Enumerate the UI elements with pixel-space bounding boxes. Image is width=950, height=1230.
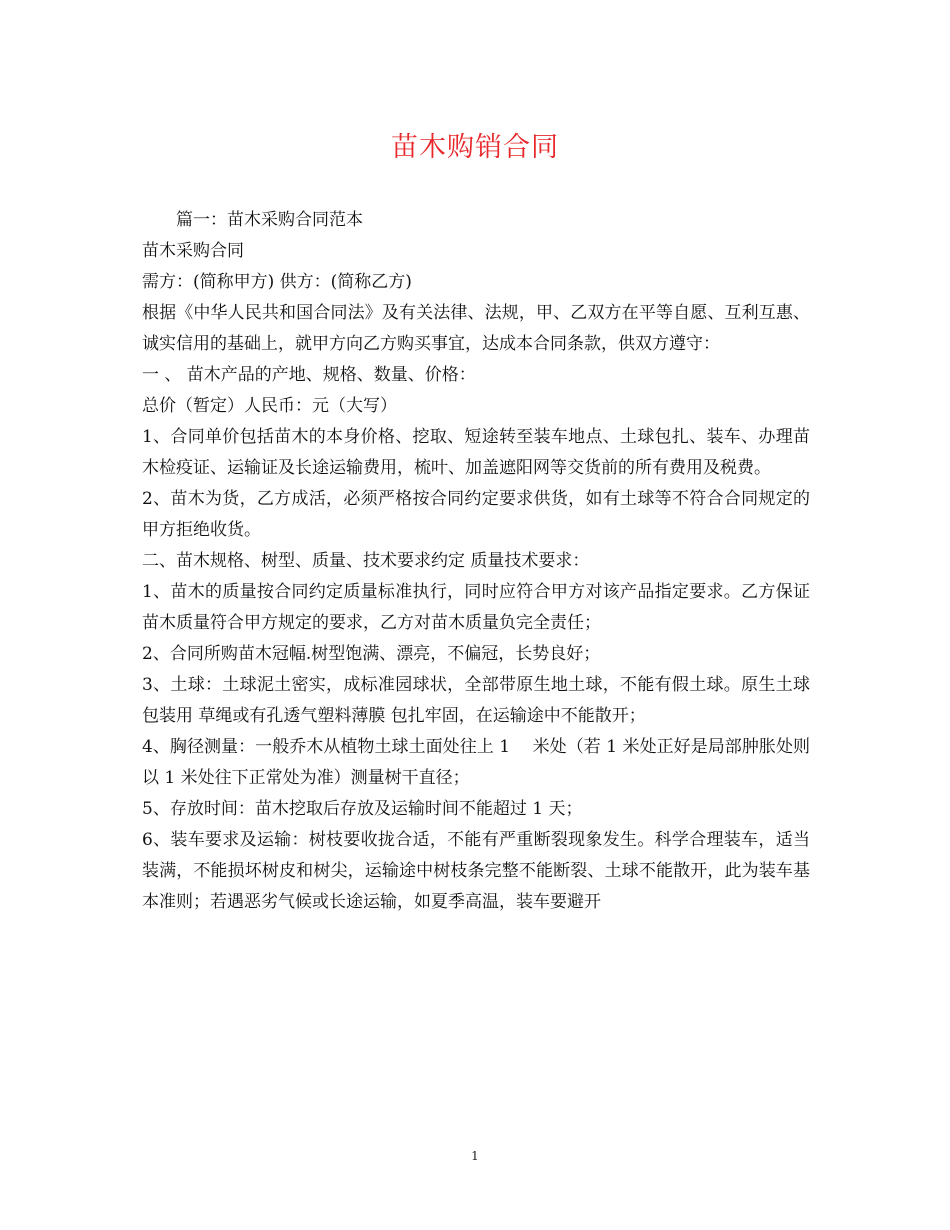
clause-one-item-1: 1、合同单价包括苗木的本身价格、挖取、短途转至装车地点、土球包扎、装车、办理苗木检疫证、运输证及长途运输费用，梳叶、加盖遮阳网等交货前的所有费用及税费。 (142, 427, 810, 478)
total-price-line: 总价（暂定）人民币：元（大写） (142, 396, 397, 416)
clause-two-item-4: 4、胸径测量：一般乔木从植物土球土面处往上 1 米处（若 1 米处正好是局部肿胀处则以 1 米处往下正常处为准）测量树干直径； (142, 737, 810, 788)
clause-one-item-2: 2、苗木为货，乙方成活，必须严格按合同约定要求供货，如有土球等不符合合同规定的甲方拒绝收货。 (142, 489, 810, 540)
document-body (142, 205, 810, 918)
preamble-paragraph: 根据《中华人民共和国合同法》及有关法律、法规，甲、乙双方在平等自愿、互利互惠、诚实信用的基础上，就甲方向乙方购买事宜，达成本合同条款，供双方遵守： (142, 303, 810, 354)
parties-line: 需方：(简称甲方) 供方：(简称乙方) (142, 272, 412, 292)
contract-subtitle: 苗木采购合同 (142, 241, 244, 261)
clause-two-item-1: 1、苗木的质量按合同约定质量标准执行，同时应符合甲方对该产品指定要求。乙方保证苗木质量符合甲方规定的要求，乙方对苗木质量负完全责任； (142, 582, 810, 633)
clause-two-heading: 二、苗木规格、树型、质量、技术要求约定 质量技术要求： (142, 551, 590, 571)
clause-two-item-3: 3、土球：土球泥土密实，成标准园球状，全部带原生地土球，不能有假土球。原生土球包装用 草绳或有孔透气塑料薄膜 包扎牢固，在运输途中不能散开； (142, 675, 810, 726)
clause-two-item-6: 6、装车要求及运输：树枝要收拢合适，不能有严重断裂现象发生。科学合理装车，适当装满，不能损坏树皮和树尖，运输途中树枝条完整不能断裂、土球不能散开，此为装车基本准则；若遇恶劣气候或长途运输，如夏季高温，装车要避开 (142, 830, 810, 912)
clause-two-item-5: 5、存放时间：苗木挖取后存放及运输时间不能超过 1 天； (142, 799, 583, 819)
clause-two-item-2: 2、合同所购苗木冠幅.树型饱满、漂亮，不偏冠，长势良好； (142, 644, 601, 664)
section-heading-part-one: 篇一：苗木采购合同范本 (176, 210, 363, 230)
document-title: 苗木购销合同 (391, 132, 559, 163)
page-number: 1 (471, 1149, 479, 1163)
clause-one-heading: 一 、 苗木产品的产地、规格、数量、价格： (142, 365, 476, 385)
